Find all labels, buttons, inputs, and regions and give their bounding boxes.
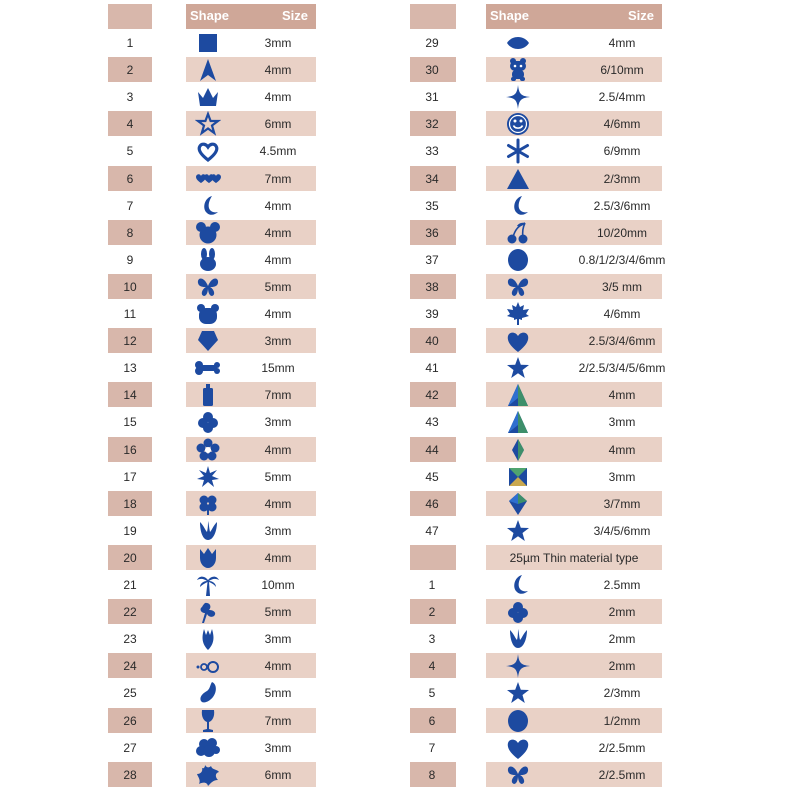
right-row-number: 43 [425,415,439,430]
left-row-number: 8 [126,225,134,240]
left-row-size: 3mm [264,36,292,50]
left-row-number: 13 [123,361,137,376]
left-row-size: 4mm [264,496,292,511]
left-row-size: 4mm [264,252,292,267]
eye-oval-icon-svg [505,30,531,56]
right-row-size: 4mm [608,442,636,457]
right-thin-row-size: 2.5mm [603,578,641,592]
faceted-kite-icon [505,491,531,517]
left-row-number: 19 [123,523,137,538]
right-row-number: 29 [425,36,439,50]
right-thin-row-number: 5 [428,686,436,701]
left-row-size: 5mm [264,686,292,701]
circle-icon-svg [505,708,531,734]
right-row-number: 44 [425,442,439,457]
heart-icon-svg [505,735,531,761]
paw-icon [505,626,531,652]
right-row-number: 45 [425,469,439,484]
crescent-moon-icon-svg [505,193,531,219]
faceted-triangle-icon-svg [505,409,531,435]
bear-figure-icon-svg [505,57,531,83]
left-row-size: 7mm [264,713,292,728]
paw-icon-svg [505,626,531,652]
right-row-size: 2.5/4mm [598,90,646,105]
right-row-size: 3/5 mm [601,279,642,294]
left-row-number: 9 [126,252,134,267]
left-row-size: 7mm [264,388,292,403]
right-row-size: 2.5/3/6mm [593,198,651,213]
right-row-number: 42 [425,388,439,403]
butterfly-icon-svg [505,762,531,788]
right-row-size: 6/10mm [600,63,644,78]
right-row-number: 32 [425,117,439,132]
left-header-size: Size [282,8,309,23]
right-header-shape: Shape [490,8,530,23]
eye-oval-icon [505,30,531,56]
right-thin-row-size: 2mm [608,632,636,647]
right-row-number: 33 [425,144,439,159]
left-row-size: 4mm [264,225,292,240]
left-row-number: 17 [123,469,137,484]
left-row-size: 5mm [264,605,292,620]
left-row-number: 16 [123,442,137,457]
right-row-size: 3/4/5/6mm [593,523,651,538]
butterfly-icon-svg [505,274,531,300]
left-row-number: 12 [123,334,137,349]
left-row-number: 22 [123,605,137,620]
left-row-size: 15mm [261,361,295,376]
right-row-size: 4mm [608,388,636,403]
right-row-number: 46 [425,496,439,511]
star-icon [505,355,531,381]
left-row-number: 24 [123,659,137,674]
left-row-number: 25 [123,686,137,701]
right-thin-row-number: 1 [428,578,436,592]
cherry-icon [505,220,531,246]
left-row-size: 3mm [264,415,292,430]
left-row-number: 28 [123,767,137,782]
faceted-kite-icon-svg [505,491,531,517]
right-row-number: 36 [425,225,439,240]
right-row-size: 6/9mm [603,144,641,159]
left-row-size: 4mm [264,198,292,213]
right-row-size: 10/20mm [596,225,648,240]
left-header-shape: Shape [190,8,230,23]
left-row-size: 10mm [261,578,295,592]
left-row-number: 27 [123,740,137,755]
left-row-size: 6mm [264,767,292,782]
star-icon-svg [505,680,531,706]
thin-material-header: 25µm Thin material type [509,550,639,565]
left-row-number: 26 [123,713,137,728]
right-row-size: 2/3mm [603,171,641,186]
smiley-face-icon-svg [505,111,531,137]
right-thin-row-number: 8 [428,767,436,782]
star-icon [505,680,531,706]
smiley-face-icon [505,111,531,137]
butterfly-icon [505,274,531,300]
left-row-size: 4mm [264,442,292,457]
flower-blob-icon-svg [505,599,531,625]
snowflake-icon [505,138,531,164]
flower-blob-icon [505,599,531,625]
right-row-number: 38 [425,279,439,294]
four-point-star-icon-svg [505,84,531,110]
left-row-size: 3mm [264,523,292,538]
cherry-icon-svg [505,220,531,246]
left-row-size: 3mm [264,632,292,647]
faceted-square-icon [505,464,531,490]
right-header-size: Size [628,8,655,23]
right-row-size: 3/7mm [603,496,641,511]
right-thin-row-size: 2/3mm [603,686,641,701]
four-point-star-icon [505,653,531,679]
faceted-diamond-icon-svg [505,437,531,463]
thin-header-num-band [410,545,456,570]
left-row-number: 4 [126,117,134,132]
right-row-number: 40 [425,334,439,349]
right-row-size: 2.5/3/4/6mm [588,334,656,349]
four-point-star-icon [505,84,531,110]
left-header-num-band [108,4,152,29]
bear-figure-icon [505,57,531,83]
heart-icon [505,328,531,354]
circle-icon [505,708,531,734]
maple-leaf-icon-svg [505,301,531,327]
left-row-size: 4mm [264,659,292,674]
right-row-size: 3mm [608,469,636,484]
right-row-number: 39 [425,307,439,321]
left-row-size: 4mm [264,550,292,565]
left-row-number: 5 [126,144,134,159]
left-row-number: 2 [126,63,134,78]
left-row-size: 6mm [264,117,292,132]
faceted-diamond-icon [505,437,531,463]
right-thin-row-size: 2mm [608,605,636,620]
faceted-square-icon-svg [505,464,531,490]
right-row-size: 4/6mm [603,307,641,321]
right-thin-row-size: 2/2.5mm [598,767,646,782]
four-point-star-icon-svg [505,653,531,679]
left-row-size: 7mm [264,171,292,186]
right-row-size: 2/2.5/3/4/5/6mm [578,361,666,376]
left-row-number: 6 [126,171,134,186]
heart-icon [505,735,531,761]
left-row-number: 21 [123,578,137,592]
faceted-triangle-icon-svg [505,382,531,408]
left-row-number: 11 [123,307,137,321]
left-row-number: 20 [123,550,137,565]
heart-icon-svg [505,328,531,354]
left-row-size: 4mm [264,63,292,78]
right-thin-row-size: 1/2mm [603,713,641,728]
left-row-number: 23 [123,632,137,647]
left-row-number: 3 [126,90,134,105]
faceted-triangle-icon [505,409,531,435]
triangle-icon [505,166,531,192]
right-row-size: 3mm [608,415,636,430]
right-row-size: 0.8/1/2/3/4/6mm [578,252,666,267]
right-header-num-band [410,4,456,29]
snowflake-icon-svg [505,138,531,164]
right-row-number: 30 [425,63,439,78]
circle-icon-svg [505,247,531,273]
left-row-size: 5mm [264,279,292,294]
right-row-number: 31 [425,90,439,105]
right-row-number: 41 [425,361,439,376]
right-row-number: 35 [425,198,439,213]
maple-leaf-icon [505,301,531,327]
right-row-size: 4/6mm [603,117,641,132]
triangle-icon-svg [505,166,531,192]
left-row-number: 10 [123,279,137,294]
star-icon-svg [505,355,531,381]
star-icon-svg [505,518,531,544]
right-row-number: 37 [425,252,439,267]
left-row-number: 1 [126,36,134,50]
right-thin-row-number: 6 [428,713,436,728]
circle-icon [505,247,531,273]
right-row-size: 4mm [608,36,636,50]
right-thin-row-size: 2mm [608,659,636,674]
crescent-moon-icon-svg [505,572,531,598]
left-row-number: 7 [126,198,134,213]
right-thin-row-number: 2 [428,605,436,620]
crescent-moon-icon [505,572,531,598]
left-row-size: 4mm [264,307,292,321]
star-icon [505,518,531,544]
right-thin-row-number: 4 [428,659,436,674]
left-row-size: 5mm [264,469,292,484]
right-thin-row-number: 3 [428,632,436,647]
right-thin-row-size: 2/2.5mm [598,740,646,755]
left-row-size: 3mm [264,334,292,349]
left-row-size: 3mm [264,740,292,755]
butterfly-icon [505,762,531,788]
right-row-number: 34 [425,171,439,186]
left-row-size: 4mm [264,90,292,105]
left-row-number: 18 [123,496,137,511]
left-row-number: 14 [123,388,137,403]
left-row-size: 4.5mm [259,144,297,159]
left-row-number: 15 [123,415,137,430]
right-thin-row-number: 7 [428,740,436,755]
crescent-moon-icon [505,193,531,219]
faceted-triangle-icon [505,382,531,408]
right-row-number: 47 [425,523,439,538]
